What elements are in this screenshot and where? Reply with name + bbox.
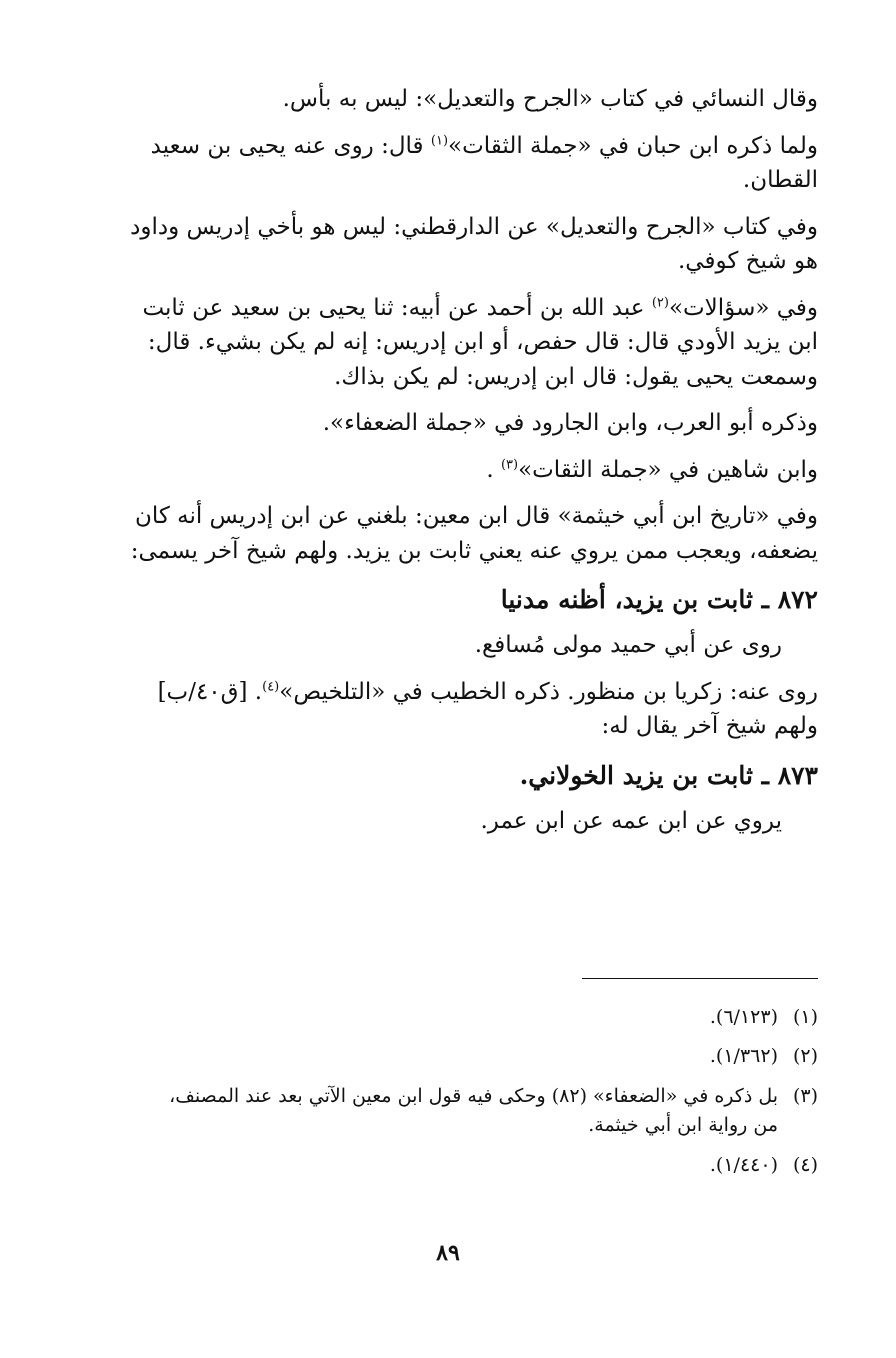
footnote-1: (١)(٦/١٢٣).: [709, 1006, 818, 1028]
paragraph-ibn-shahin: وابن شاهين في «جملة الثقات»$^{(٣)}$ .: [486, 456, 818, 483]
footnote-separator: [582, 978, 818, 979]
page-number: ٨٩: [436, 1240, 460, 1266]
footnotes: [114, 1003, 818, 1190]
footnote-2: (٢)(١/٣٦٢).: [709, 1045, 818, 1068]
footnote-marker-3[interactable]: (٣): [500, 456, 519, 472]
paragraph-tarikh: وفي «تاريخ ابن أبي خيثمة» قال ابن معين: بلغني عن ابن إدريس أنه كان يضعفه، ويعجب ممن يروي عنه يعني ثابت بن يزيد. ولهم شيخ آخر يسمى:: [130, 503, 818, 564]
footnote-marker-2[interactable]: (٢): [651, 294, 669, 310]
footnote-4: (٤)(١/٤٤٠).: [709, 1153, 818, 1176]
paragraph-suallat: وفي «سؤالات»$^{(٢)}$ عبد الله بن أحمد عن أبيه: ثنا يحيى بن سعيد عن ثابت ابن يزيد الأودي قال: قال حفص، أو ابن إدريس: إنه لم يكن بشيء. قال: وسمعت يحيى يقول: قال ابن إدريس: لم يكن بذاك.: [142, 294, 818, 390]
paragraph-abu-alarab: وذكره أبو العرب، وابن الجارود في «جملة الضعفاء».: [322, 410, 818, 436]
paragraph-riwaya-873: يروي عن ابن عمه عن ابن عمر.: [480, 807, 782, 834]
paragraph-nasai: وقال النسائي في كتاب «الجرح والتعديل»: ليس به بأس.: [282, 86, 818, 112]
footnote-marker-1[interactable]: (١): [430, 132, 449, 148]
entry-heading-873: ٨٧٣ ـ ثابت بن يزيد الخولاني.: [519, 760, 818, 790]
paragraph-daraqutni: وفي كتاب «الجرح والتعديل» عن الدارقطني: ليس هو بأخي إدريس وداود هو شيخ كوفي.: [130, 213, 818, 274]
footnote-marker-4[interactable]: (٤): [262, 678, 280, 694]
paragraph-zakariya: روى عنه: زكريا بن منظور. ذكره الخطيب في «التلخيص»$^{(٤)}$. [ق٤٠/ب] ولهم شيخ آخر يقال له:: [157, 678, 818, 739]
paragraph-ibn-hibban: ولما ذكره ابن حبان في «جملة الثقات»$^{(١)}$ قال: روى عنه يحيى بن سعيد القطان.: [150, 132, 818, 193]
paragraph-riwaya-872: روى عن أبي حميد مولى مُسافع.: [474, 632, 782, 658]
main-text: [114, 82, 818, 850]
entry-heading-872: ٨٧٢ ـ ثابت بن يزيد، أظنه مدنيا: [500, 585, 818, 614]
footnote-3: (٣)بل ذكره في «الضعفاء» (٨٢) وحكى فيه قول ابن معين الآتي بعد عند المصنف، من رواية ابن أبي خيثمة.: [169, 1084, 818, 1137]
